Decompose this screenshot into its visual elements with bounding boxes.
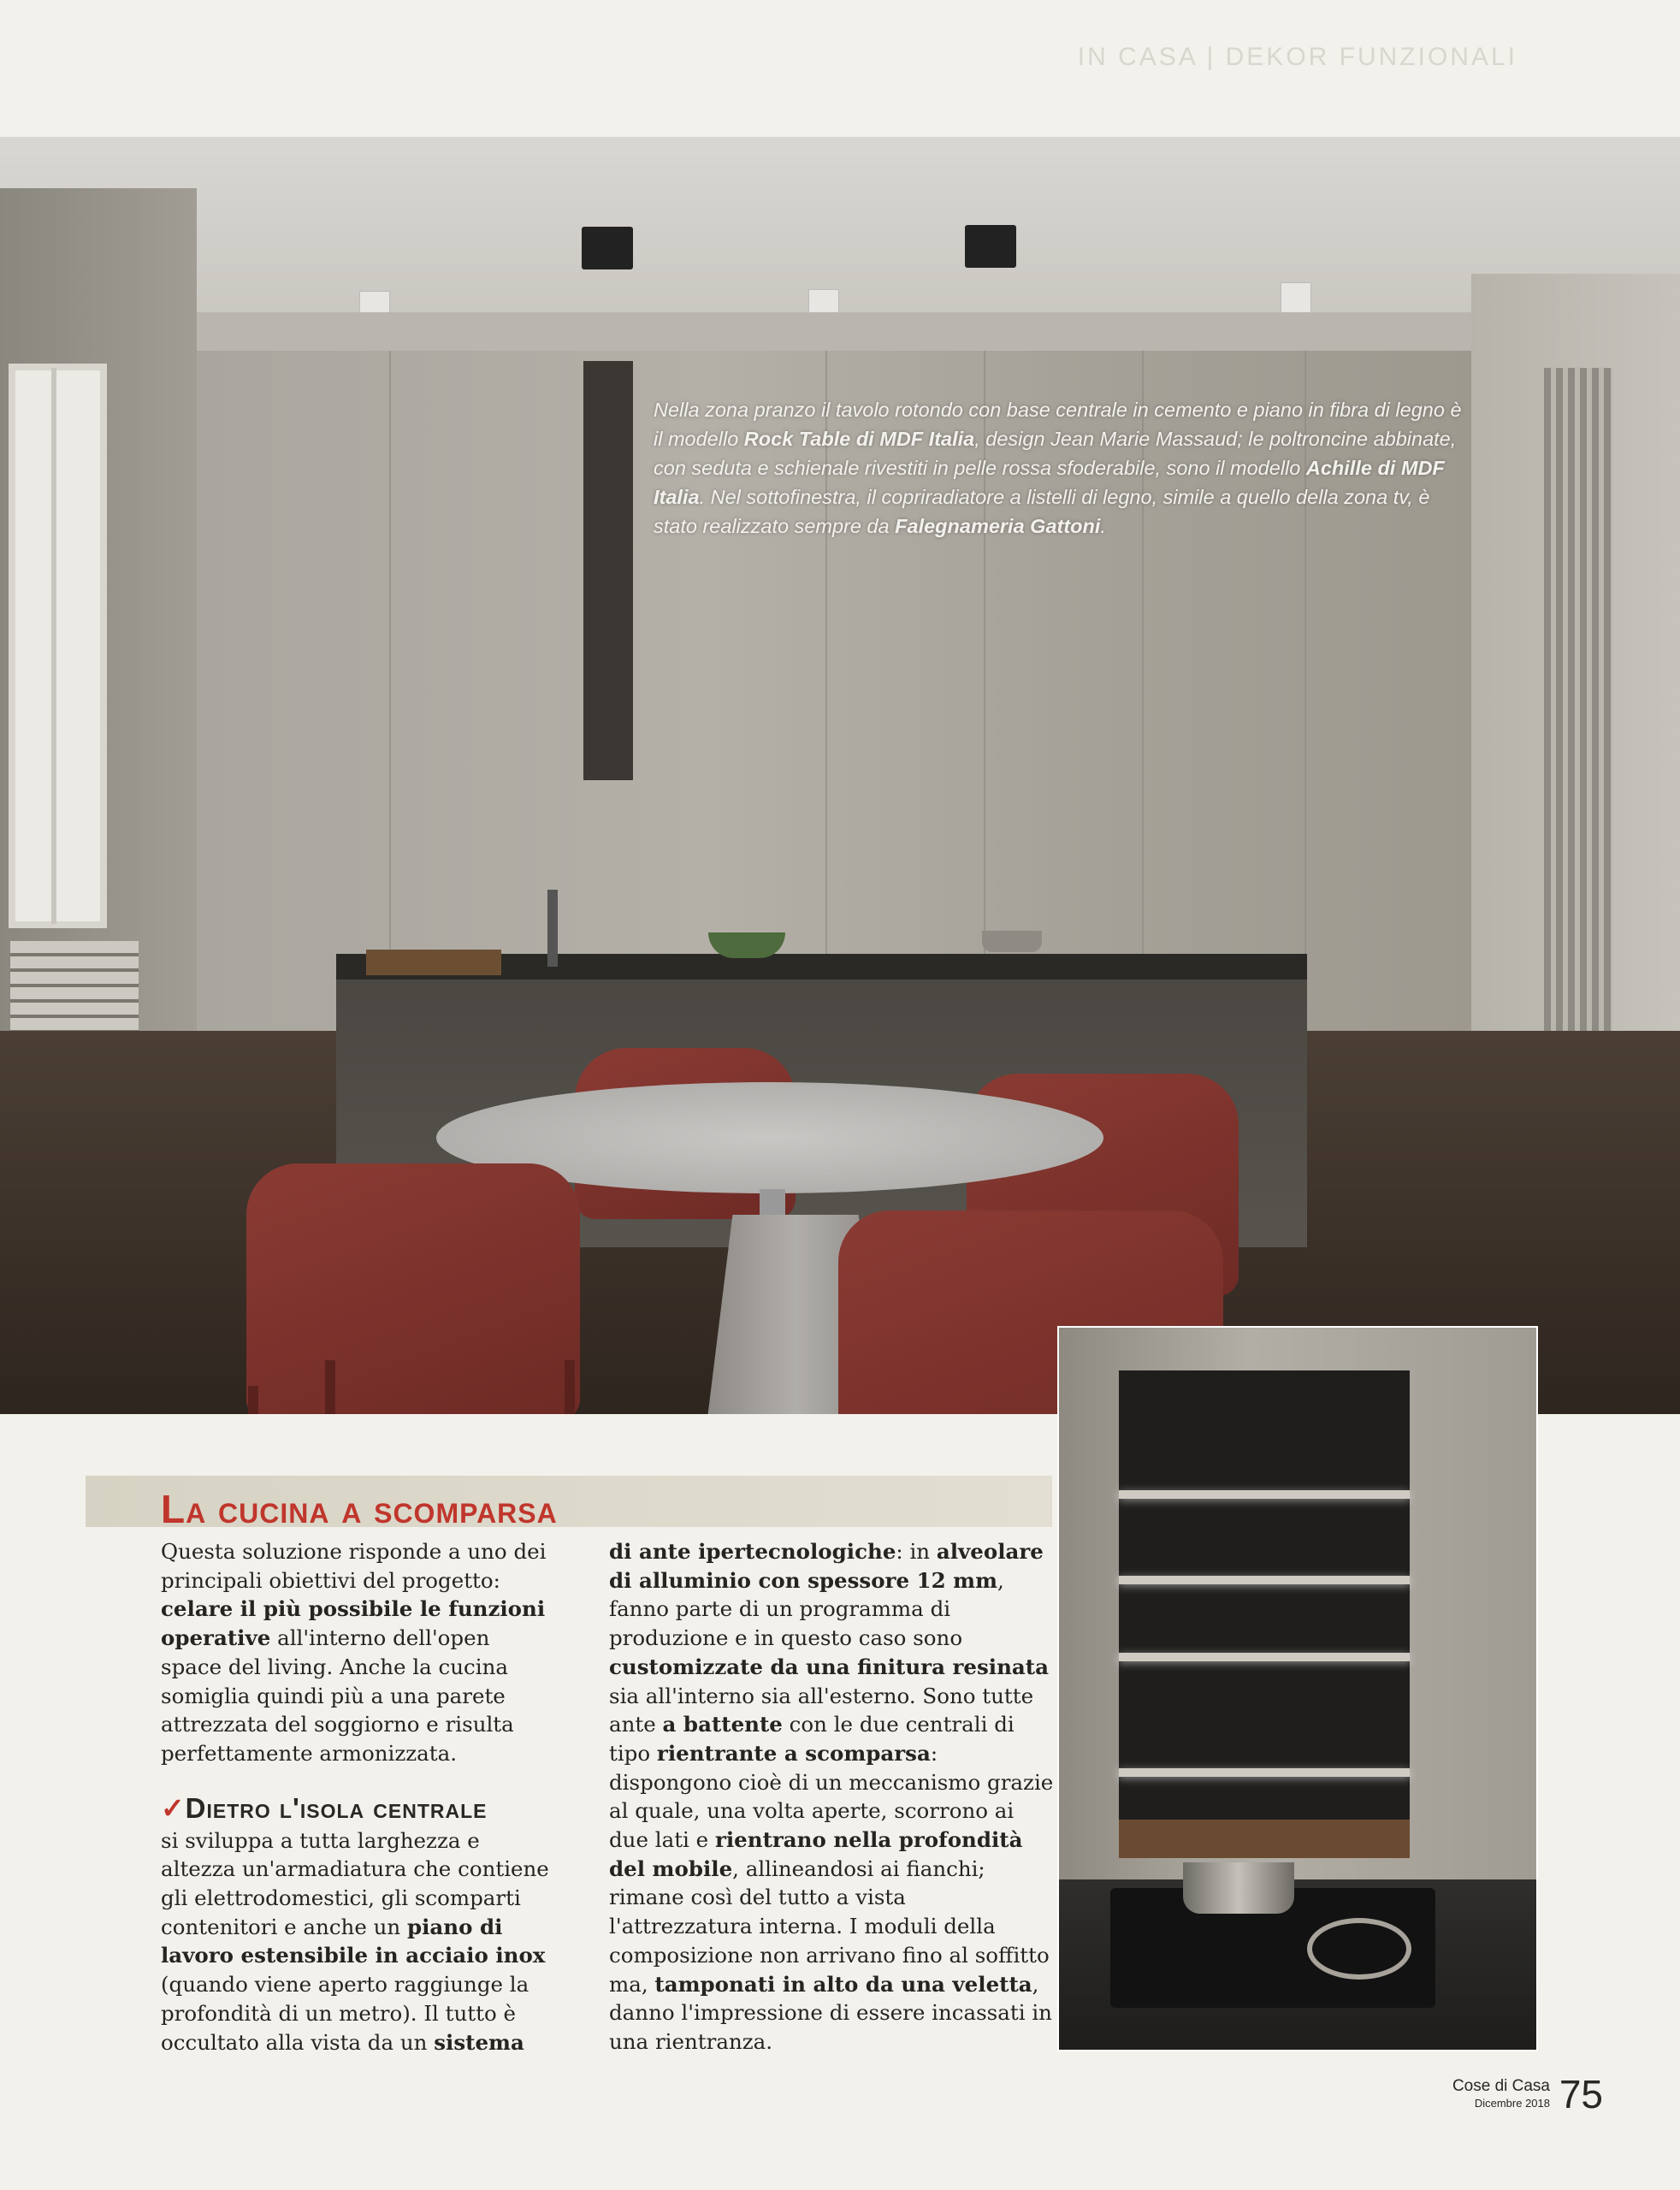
text-run: Questa soluzione risponde a uno dei principali obiettivi del progetto: <box>161 1539 547 1593</box>
text-column-left <box>161 1537 554 2057</box>
dark-wall-strip <box>583 361 633 780</box>
ceiling-spotlight <box>582 227 633 269</box>
text-run: . <box>1100 515 1106 537</box>
body-paragraph <box>609 1537 1054 2057</box>
chair-leg <box>565 1360 575 1414</box>
bold-text-run: celare il più possibile le funzioni operative <box>161 1596 546 1651</box>
pan <box>982 931 1042 952</box>
bold-text-run: customizzate da una finitura resinata <box>609 1654 1049 1679</box>
steel-pot <box>1183 1862 1294 1914</box>
text-run: , design Jean Marie Massaud; le poltroncine abbinate, con seduta e schienale rivestiti in pelle rossa sfoderabile, sono il modello <box>654 428 1457 479</box>
ceiling-beam <box>197 312 1471 351</box>
kitchen-cabinet-photo <box>1057 1326 1538 2051</box>
bold-text-run: tamponati in alto da una veletta <box>654 1971 1032 1997</box>
wood-drawer <box>1119 1820 1410 1858</box>
check-icon: ✓ <box>161 1791 186 1824</box>
bold-text-run: rientrante a scomparsa <box>656 1740 931 1766</box>
bold-text-run: sistema <box>434 2029 524 2055</box>
bold-text-run: a battente <box>662 1712 783 1737</box>
text-run: , fanno parte di un programma di produzione e in questo caso sono <box>609 1567 1004 1651</box>
lit-shelf <box>1119 1490 1410 1499</box>
window-frame <box>51 368 56 924</box>
text-run: : in <box>896 1539 937 1564</box>
lit-shelf <box>1119 1768 1410 1777</box>
body-paragraph <box>161 1826 554 2057</box>
bold-text-run: Falegnameria Gattoni <box>895 515 1101 537</box>
text-column-right <box>609 1537 1054 2057</box>
bold-text-run: piano di lavoro estensibile in acciaio inox <box>161 1914 546 1968</box>
page-number: 75 <box>1559 2072 1603 2116</box>
magazine-name: Cose di Casa <box>1452 2077 1550 2095</box>
lit-shelf <box>1119 1576 1410 1584</box>
text-run: con le due centrali di tipo <box>609 1712 1015 1766</box>
text-run: , danno l'impressione di essere incassati in una rientranza. <box>609 1971 1052 2054</box>
lit-shelf <box>1119 1653 1410 1661</box>
text-run: sia all'interno sia all'esterno. Sono tutte ante <box>609 1683 1034 1737</box>
bold-text-run: Achille di MDF Italia <box>654 457 1445 508</box>
faucet <box>547 890 558 967</box>
bold-text-run: Rock Table di MDF Italia <box>743 428 975 450</box>
bold-text-run: alveolare di alluminio con spessore 12 mm <box>609 1539 1044 1593</box>
ceiling-light <box>1281 282 1311 313</box>
text-run: Nella zona pranzo il tavolo rotondo con base centrale in cemento e piano in fibra di legno è il modello <box>654 399 1462 450</box>
window <box>9 364 107 928</box>
ceiling <box>0 137 1680 342</box>
ceiling-spotlight <box>965 225 1016 268</box>
text-run: all'interno dell'open space del living. Anche la cucina somiglia quindi più a una parete attrezzata del soggiorno e risulta perfettamente armonizzata. <box>161 1625 514 1766</box>
radiator-cover-left <box>10 941 139 1044</box>
text-run: . Nel sottofinestra, il copriradiatore a listelli di legno, simile a quello della zona tv, è stato realizzato sempre da <box>654 486 1430 537</box>
text-run: : dispongono cioè di un meccanismo grazie al quale, una volta aperte, scorrono ai due lati e <box>609 1740 1054 1853</box>
bold-text-run: rientrano nella profondità del mobile <box>609 1827 1023 1881</box>
burner <box>1307 1918 1411 1980</box>
cutting-board <box>366 950 501 975</box>
open-cabinet <box>1119 1370 1410 1850</box>
section-title: La cucina a scomparsa <box>161 1487 558 1531</box>
page-footer <box>1381 2073 1603 2124</box>
subheading <box>161 1792 554 1825</box>
subheading-text: Dietro l'isola centrale <box>185 1791 488 1824</box>
intro-paragraph <box>161 1537 554 1768</box>
text-run: si sviluppa a tutta larghezza e altezza un'armadiatura che contiene gli elettrodomestici, gli scomparti contenitori e anche un <box>161 1827 549 1939</box>
red-armchair <box>246 1163 580 1414</box>
section-tag: IN CASA | DEKOR FUNZIONALI <box>1077 43 1517 71</box>
bold-text-run: di ante ipertecnologiche <box>609 1539 896 1564</box>
radiator-right <box>1544 368 1612 1035</box>
chair-leg <box>248 1386 258 1414</box>
text-run: , allineandosi ai fianchi; rimane così del tutto a vista l'attrezzatura interna. I moduli della composizione non arrivano fino al soffitto ma, <box>609 1856 1050 1997</box>
dining-kitchen-photo <box>0 137 1680 1414</box>
photo-caption <box>654 395 1475 541</box>
chair-leg <box>325 1360 335 1414</box>
text-run: (quando viene aperto raggiunge la profondità di un metro). Il tutto è occultato alla vista da un <box>161 1972 529 2055</box>
issue-date: Dicembre 2018 <box>1474 2097 1550 2110</box>
